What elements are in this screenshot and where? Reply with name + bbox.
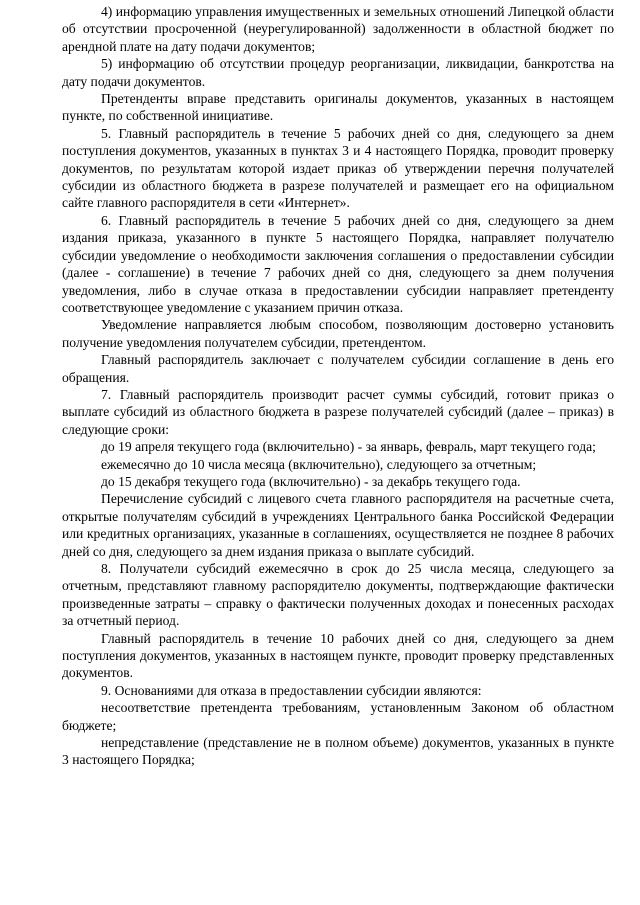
paragraph-refusal-documents: непредставление (представление не в полном объеме) документов, указанных в пункте 3 настоящего Порядка; [62,735,614,768]
paragraph-deadline-april: до 19 апреля текущего года (включительно) - за январь, февраль, март текущего года; [101,439,596,455]
paragraph-deadline-december: до 15 декабря текущего года (включительно) - за декабрь текущего года. [101,473,521,489]
paragraph-clause-5: 5. Главный распорядитель в течение 5 рабочих дней со дня, следующего за днем поступления документов, указанных в пунктах 3 и 4 настоящего Порядка, проводит проверку документов, по результатам которой издает приказ об утверждении перечня получателей субсидии из областного бюджета в разрезе получателей и размещает его на официальном сайте главного распорядителя в сети «Интернет». [62,125,614,211]
paragraph-agreement: Главный распорядитель заключает с получателем субсидии соглашение в день его обращения. [62,352,614,385]
paragraph-originals: Претенденты вправе представить оригиналы документов, указанных в настоящем пункте, по собственной инициативе. [62,91,614,124]
paragraph-notification: Уведомление направляется любым способом, позволяющим достоверно установить получение уведомления получателем субсидии, претендентом. [62,317,614,350]
paragraph-item-4-info-property: 4) информацию управления имущественных и земельных отношений Липецкой области об отсутствии просроченной (неурегулированной) задолженности в областной бюджет по арендной плате на дату подачи документов; [62,4,614,54]
paragraph-clause-6: 6. Главный распорядитель в течение 5 рабочих дней со дня, следующего за днем издания приказа, указанного в пункте 5 настоящего Порядка, направляет получателю субсидии уведомление о необходимости заключения соглашения о предоставлении субсидии (далее - соглашение) в течение 7 рабочих дней со дня, следующего за днем получения уведомления, либо в случае отказа в предоставлении субсидии направляет претенденту соответствующее уведомление с указанием причин отказа. [62,212,614,315]
paragraph-refusal-noncompliance: несоответствие претендента требованиям, установленным Законом об областном бюджете; [62,700,614,733]
paragraph-item-5-info-reorganization: 5) информацию об отсутствии процедур реорганизации, ликвидации, банкротства на дату подачи документов. [62,56,614,89]
paragraph-verification: Главный распорядитель в течение 10 рабочих дней со дня, следующего за днем поступления документов, указанных в настоящем пункте, проводит проверку представленных документов. [62,630,614,681]
paragraph-transfer: Перечисление субсидий с лицевого счета главного распорядителя на расчетные счета, открытые получателям субсидий в учреждениях Центрального банка Российской Федерации или кредитных организациях, указанные в соглашениях, осуществляется не позднее 8 рабочих дней со дня, следующего за днем издания приказа о выплате субсидий. [62,491,614,559]
paragraph-clause-7: 7. Главный распорядитель производит расчет суммы субсидий, готовит приказ о выплате субсидий из областного бюджета в разрезе получателей субсидий (далее – приказ) в следующие сроки: [62,386,614,437]
paragraph-clause-8: 8. Получатели субсидий ежемесячно в срок до 25 числа месяца, следующего за отчетным, представляют главному распорядителю документы, подтверждающие фактически произведенные затраты – справку о фактически полученных доходах и понесенных расходах за отчетный период. [62,561,614,629]
paragraph-clause-9: 9. Основаниями для отказа в предоставлении субсидии являются: [101,682,482,698]
paragraph-deadline-monthly: ежемесячно до 10 числа месяца (включительно), следующего за отчетным; [101,456,537,472]
